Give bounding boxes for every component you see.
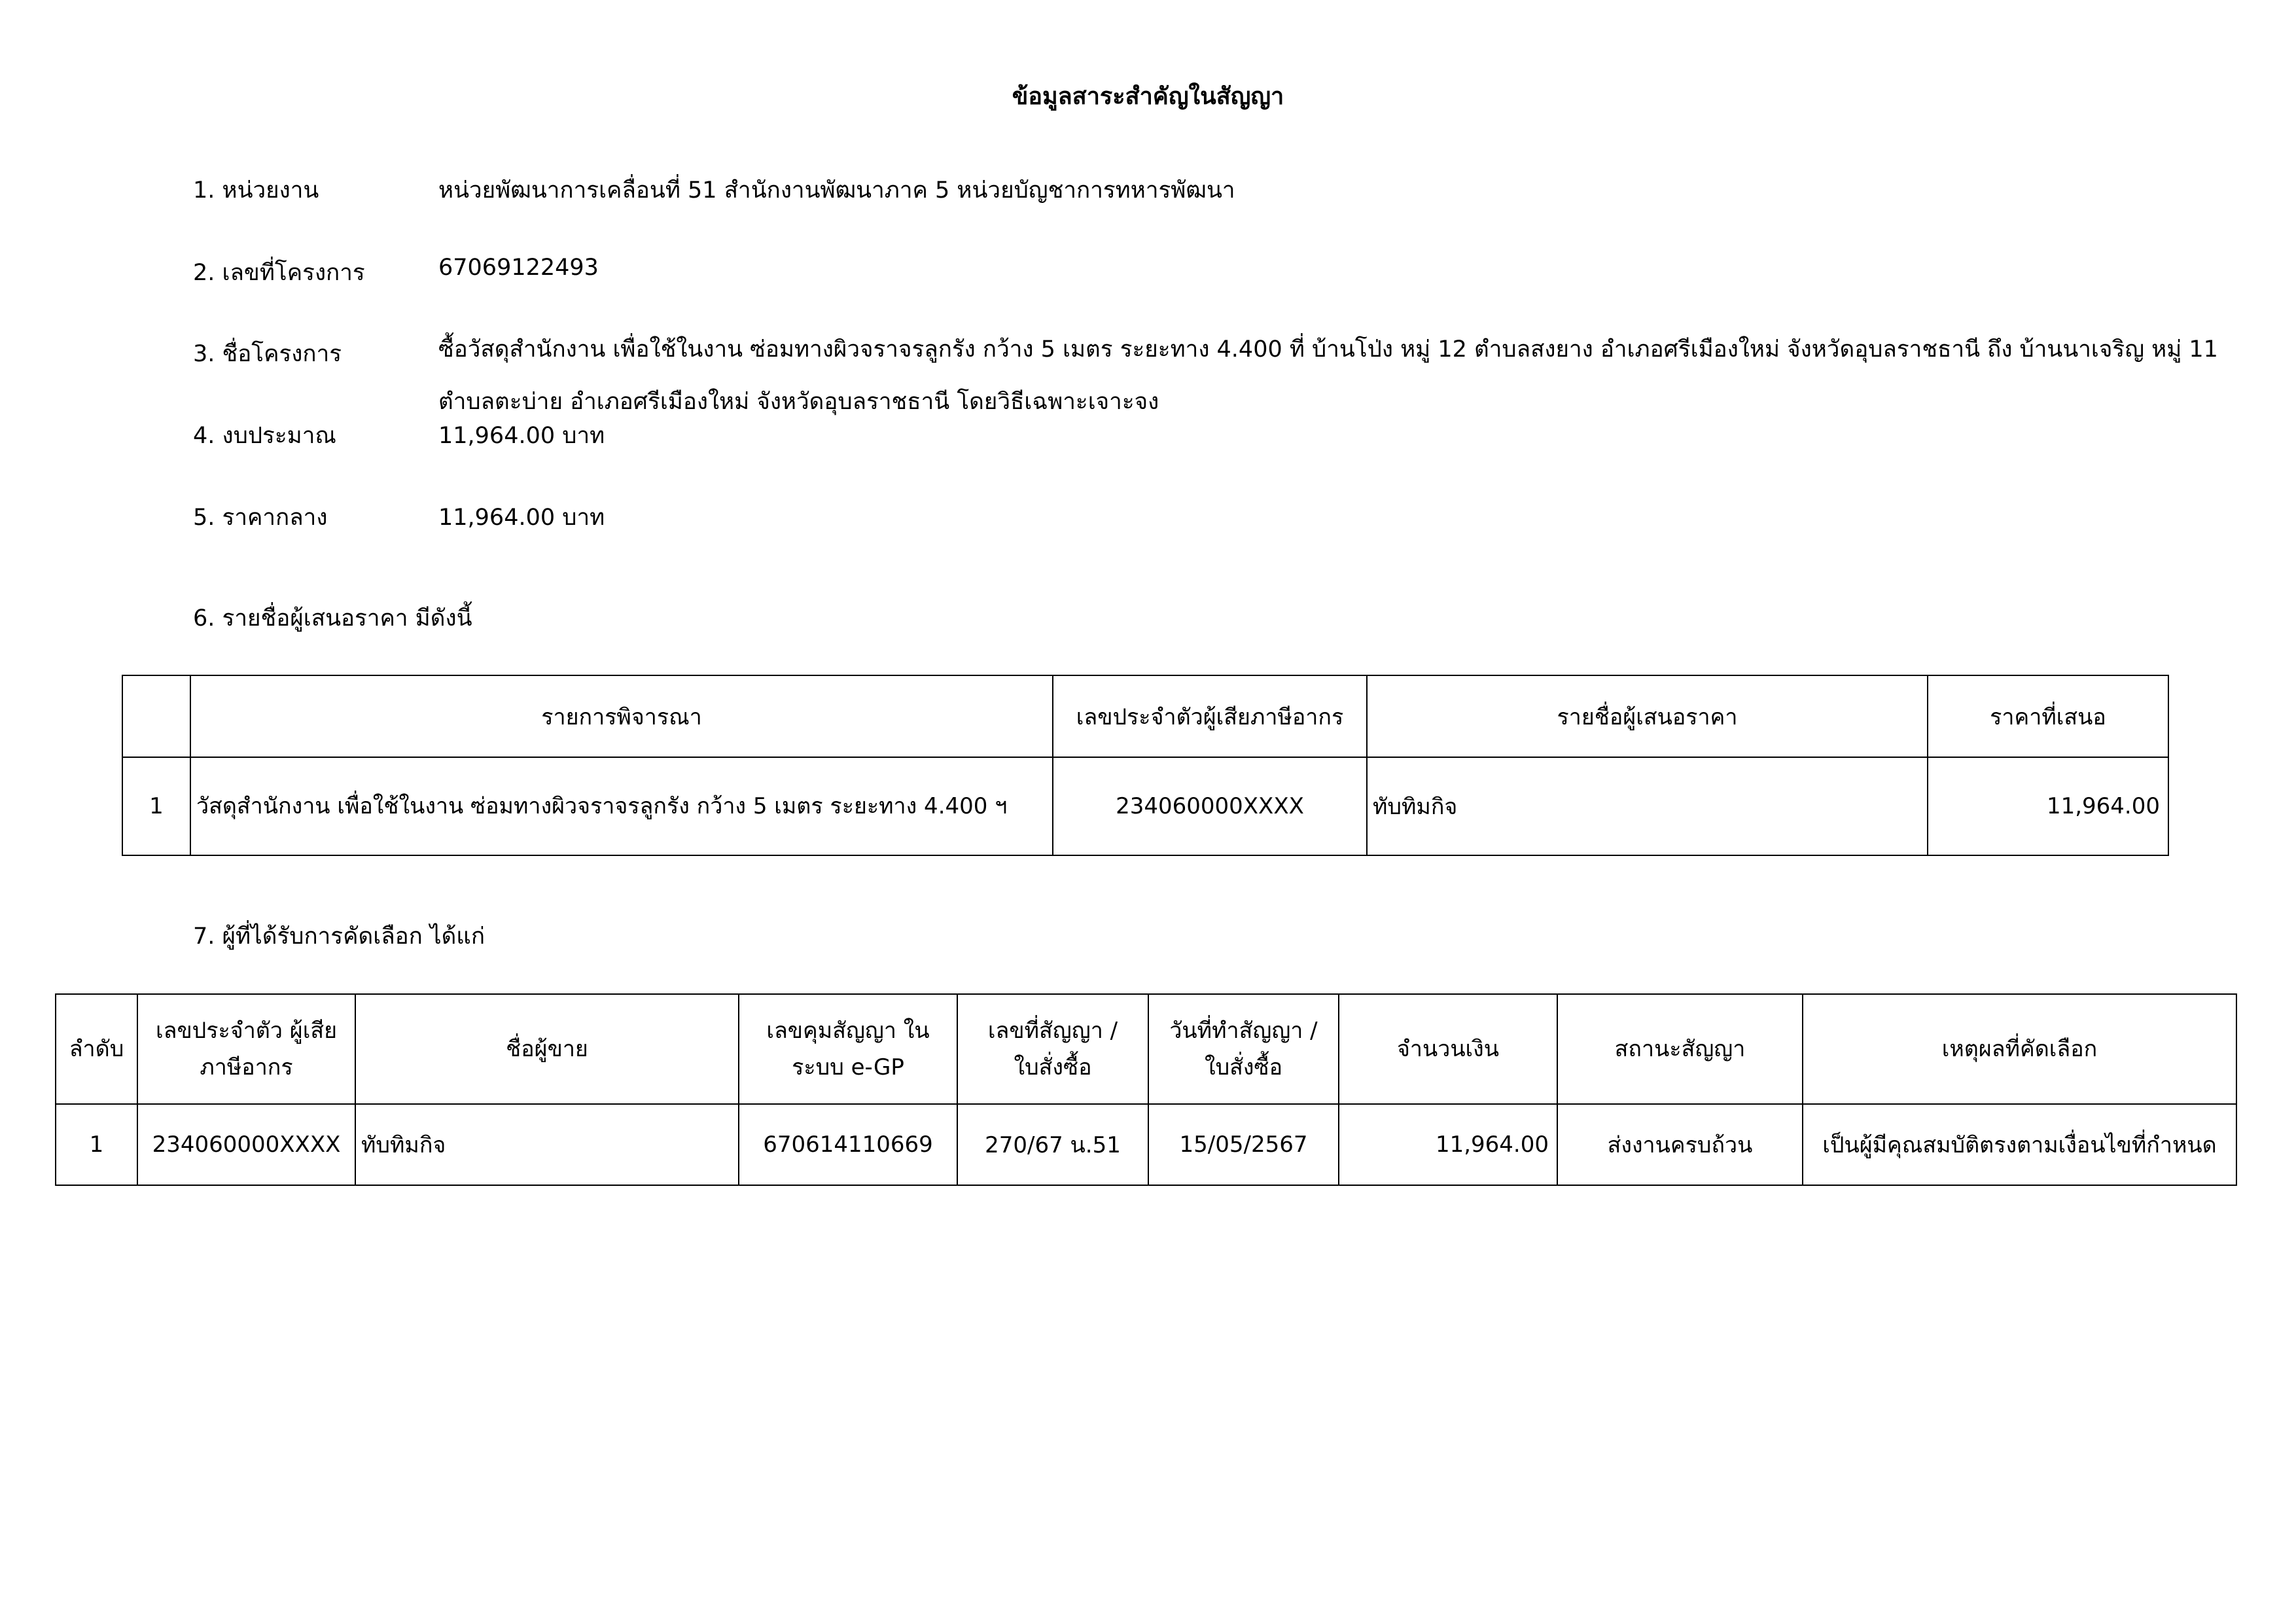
row-number: 1: [56, 1104, 137, 1185]
field-value: 11,964.00 บาท: [438, 505, 605, 531]
bidders-table: [122, 675, 2169, 856]
header-cell: เลขประจำตัวผู้เสียภาษีอากร: [1053, 675, 1367, 757]
reason-cell: เป็นผู้มีคุณสมบัติตรงตามเงื่อนไขที่กำหนด: [1803, 1104, 2236, 1185]
header-cell: จำนวนเงิน: [1339, 994, 1557, 1104]
tax-id-cell: 234060000XXXX: [1053, 757, 1367, 855]
tax-id-cell: 234060000XXXX: [137, 1104, 355, 1185]
header-cell: เหตุผลที่คัดเลือก: [1803, 994, 2236, 1104]
header-cell: ลำดับ: [56, 994, 137, 1104]
winners-table: [55, 993, 2237, 1186]
table-row: [56, 1104, 2236, 1185]
header-cell: เลขประจำตัว ผู้เสียภาษีอากร: [137, 994, 355, 1104]
field-label: 1. หน่วยงาน: [193, 177, 319, 204]
table-header-row: [122, 675, 2168, 757]
field-label: 4. งบประมาณ: [193, 423, 336, 449]
field-value: 11,964.00 บาท: [438, 423, 605, 449]
header-cell: เลขคุมสัญญา ในระบบ e-GP: [739, 994, 957, 1104]
winners-heading: 7. ผู้ที่ได้รับการคัดเลือก ได้แก่: [193, 923, 486, 950]
header-cell: รายการพิจารณา: [190, 675, 1053, 757]
row-number: 1: [122, 757, 190, 855]
field-label: 5. ราคากลาง: [193, 505, 328, 531]
bidder-name-cell: ทับทิมกิจ: [1367, 757, 1928, 855]
header-cell: สถานะสัญญา: [1557, 994, 1803, 1104]
header-cell: เลขที่สัญญา / ใบสั่งซื้อ: [957, 994, 1148, 1104]
status-cell: ส่งงานครบถ้วน: [1557, 1104, 1803, 1185]
header-cell: ชื่อผู้ขาย: [355, 994, 739, 1104]
seller-name-cell: ทับทิมกิจ: [355, 1104, 739, 1185]
contract-number-cell: 270/67 น.51: [957, 1104, 1148, 1185]
egp-number-cell: 670614110669: [739, 1104, 957, 1185]
table-header-row: [56, 994, 2236, 1104]
field-label: 3. ชื่อโครงการ: [193, 341, 342, 367]
item-cell: วัสดุสำนักงาน เพื่อใช้ในงาน ซ่อมทางผิวจราจรลูกรัง กว้าง 5 เมตร ระยะทาง 4.400 ฯ: [190, 757, 1053, 855]
header-cell: วันที่ทำสัญญา / ใบสั่งซื้อ: [1148, 994, 1339, 1104]
field-value: 67069122493: [438, 255, 599, 281]
field-value: ซื้อวัสดุสำนักงาน เพื่อใช้ในงาน ซ่อมทางผิวจราจรลูกรัง กว้าง 5 เมตร ระยะทาง 4.400 ที่ บ้านโป่ง หมู่ 12 ตำบลสงยาง อำเภอศรีเมืองใหม่ จังหวัดอุบลราชธานี ถึง บ้านนาเจริญ หมู่ 11 ตำบลตะบ่าย อำเภอศรีเมืองใหม่ จังหวัดอุบลราชธานี โดยวิธีเฉพาะเจาะจง: [438, 336, 2218, 415]
bidders-heading: 6. รายชื่อผู้เสนอราคา มีดังนี้: [193, 605, 472, 632]
field-label: 2. เลขที่โครงการ: [193, 260, 365, 286]
header-cell: [122, 675, 190, 757]
contract-date-cell: 15/05/2567: [1148, 1104, 1339, 1185]
amount-cell: 11,964.00: [1339, 1104, 1557, 1185]
header-cell: ราคาที่เสนอ: [1928, 675, 2168, 757]
price-cell: 11,964.00: [1928, 757, 2168, 855]
field-value: หน่วยพัฒนาการเคลื่อนที่ 51 สำนักงานพัฒนาภาค 5 หน่วยบัญชาการทหารพัฒนา: [438, 177, 1235, 204]
header-cell: รายชื่อผู้เสนอราคา: [1367, 675, 1928, 757]
table-row: [122, 757, 2168, 855]
document-title: ข้อมูลสาระสำคัญในสัญญา: [1012, 83, 1284, 110]
